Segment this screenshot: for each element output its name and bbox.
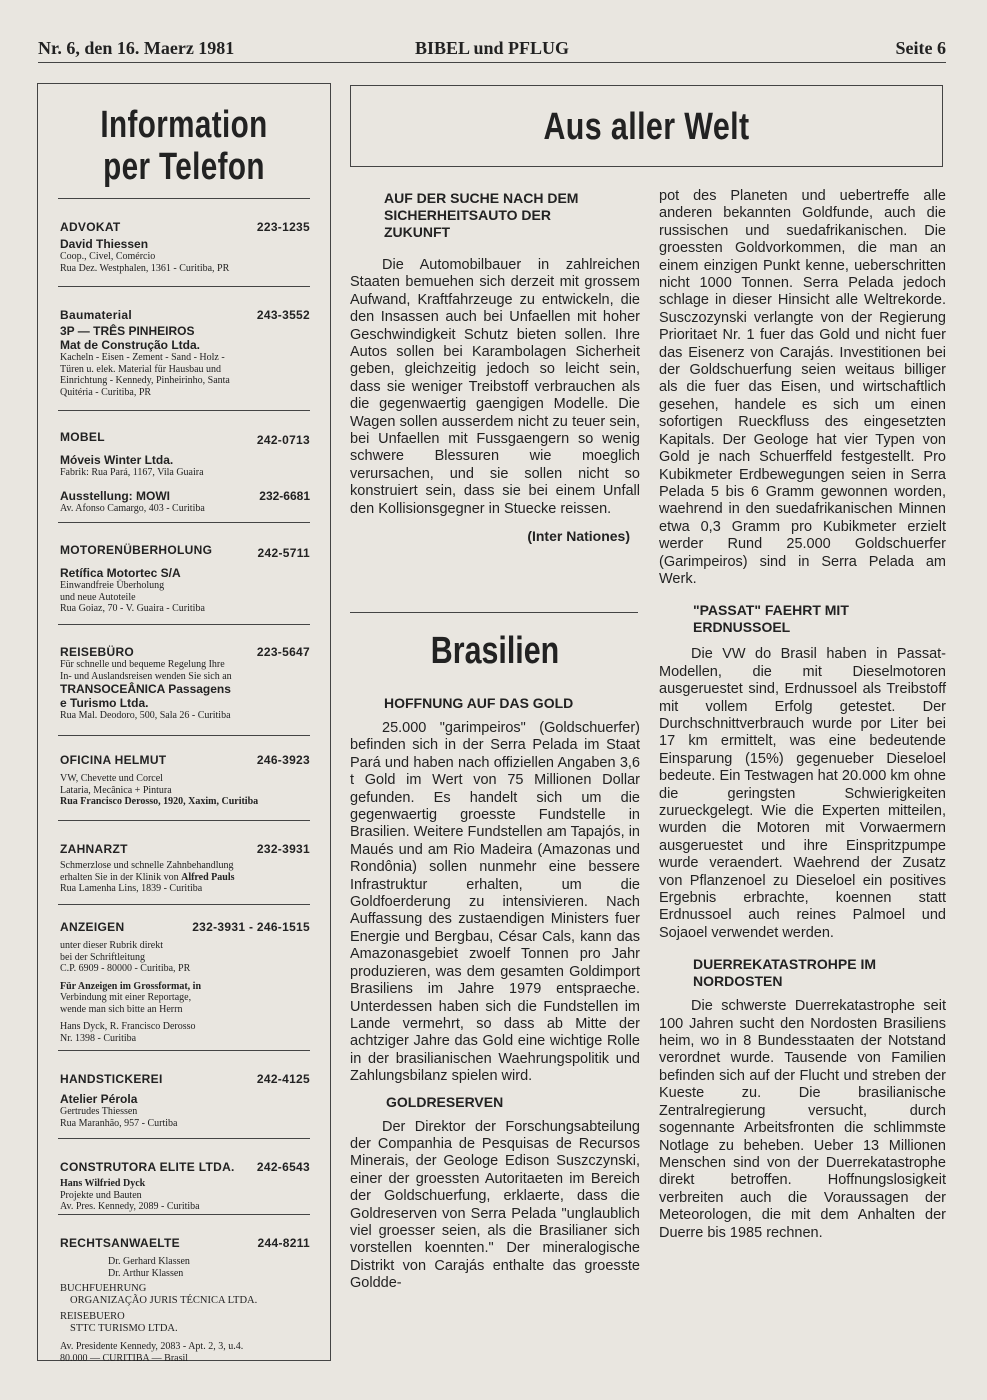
article-body: Die schwerste Duerrekatastrophe seit 100 Jahren sucht den Nordosten Brasiliens heim, wo in 8 Bundesstaaten der Notstand verordnet wurde. Tausende von Familien befinden sich auf der Flucht und streben der Kueste zu. Die brasilianische Zentralregierung versucht, durch sogennante Arbeitsfronten die schlimmste Notlage zu beheben. Ueber 13 Millionen Menschen sind von der Duerrekatastrophe direkt betroffen. Hoffnungslosigkeit verbreiten auch die Voraussagen der Meteorologen, die mit dem Anhalten der Duerre bis 1985 rechnen. bbox=[659, 998, 946, 1241]
issue-date: Nr. 6, den 16. Maerz 1981 bbox=[38, 38, 235, 58]
article-right-column bbox=[659, 188, 946, 1242]
article-headline: DUERREKATASTROHPE IM NORDOSTEN bbox=[693, 956, 877, 990]
entry-baumaterial: Baumaterial 243-3552 3P — TRÊS PINHEIROS Mat de Construção Ltda. Kacheln - Eisen - Zement - Sand - Holz - Türen u. elek. Material für Hausbau und Einrichtung - Kennedy, Pinheirinho, Santa Quitéria - Curitiba, PR bbox=[60, 308, 310, 398]
divider bbox=[58, 735, 310, 736]
entry-handstickerei: HANDSTICKEREI 242-4125 Atelier Pérola Gertrudes Thiessen Rua Maranhão, 957 - Curtiba bbox=[60, 1072, 310, 1129]
masthead bbox=[38, 34, 946, 63]
divider bbox=[58, 1050, 310, 1051]
article-body: Der Direktor der Forschungsabteilung der Companhia de Pesquisas de Recursos Minerais, der Geologe Edison Suszczynski, einer der groessten Autoritaeten im Bereich der Goldschuerfung, erklaerte, dass die Goldreserven von Serra Pelada "unglaublich viel groesser seien, als die Brasilianer sich vorstellen koennten." Der mineralogische Distrikt von Carajás enthalte das groesste Goldde- bbox=[350, 1118, 640, 1292]
divider bbox=[58, 286, 310, 287]
page-number: Seite 6 bbox=[895, 38, 946, 58]
article-gold bbox=[350, 695, 640, 1293]
divider bbox=[58, 904, 310, 905]
paper-name: BIBEL und PFLUG bbox=[414, 38, 570, 58]
divider bbox=[58, 522, 310, 523]
phone-directory bbox=[37, 83, 331, 1364]
article-body: 25.000 "garimpeiros" (Goldschuerfer) befinden sich in der Serra Pelada im Staat Pará und haben nach offiziellen Angaben 3,6 t Gold im Wert von 75 Millionen Dollar gefunden. Es handelt sich um die gegenwaertig groesste Fundstelle in Brasilien. Weitere Fundstellen am Tapajós, in Maués und am Rio Madeira (Amazonas und Rondônia) sollen nunmehr eine bessere Infrastruktur erhalten, um die Goldfoerderung zu intensivieren. Nach Auffassung des zustaendigen Ministers fuer Energie und Bergbau, César Cals, kann das Amazonasgebiet zwoelf Tonnen pro Jahr produzieren, was dem gesamten Goldimport Brasiliens im Jahre 1979 entspraeche. Unterdessen haben sich die Fundstellen im Lande vermehrt, so dass ab Mitte der achtziger Jahre das Gold eine wichtige Rolle in der brasilianischen Waehrungspolitik und Zahlungsbilanz spielen wird. bbox=[350, 720, 640, 1085]
entry-motoren: MOTORENÜBERHOLUNG 242-5711 Retífica Motortec S/A Einwandfreie Überholung und neue Autoteile Rua Goiaz, 70 - V. Guaira - Curitiba bbox=[60, 543, 310, 614]
entry-anzeigen: ANZEIGEN 232-3931 - 246-1515 unter dieser Rubrik direkt bei der Schriftleitung C.P. 6909 - 80000 - Curitiba, PR Für Anzeigen im Grossformat, in Verbindung mit einer Reportage, wende man sich bitte an Herrn Hans Dyck, R. Francisco Derosso Nr. 1398 - Curitiba bbox=[60, 920, 310, 1044]
article-body: Die VW do Brasil haben in Passat-Modellen, die mit Dieselmotoren ausgeruestet sind, Erdnussoel als Treibstoff mit vollem Erfolg getestet. Der Durchschnittverbrauch wurde por Liter bei 17 km ermittelt, was eine bedeutende Einsparung (15%) gegenueber Dieseloel bedeute. Ein Testwagen hat 20.000 km ohne die geringsten Schwierigkeiten zurueckgelegt. Wie die Experten mitteilen, wurden die Motoren mit Vorwaermern ausgeruestet und ihre Einspritzpumpe wurde veraendert. Waehrend der Zusatz von Pflanzenoel zu Dieseloel ein positives Ergebnis erbrachte, koennen statt Erdnussoel auch reines Palmoel und Sojaoel verwendet werden. bbox=[659, 646, 946, 941]
entry-zahnarzt: ZAHNARZT 232-3931 Schmerzlose und schnelle Zahnbehandlung erhalten Sie in der Klinik von Alfred Pauls Rua Lamenha Lins, 1839 - Curitiba bbox=[60, 842, 310, 894]
article-sicherheitsauto bbox=[350, 190, 640, 546]
divider bbox=[350, 612, 638, 613]
entry-mobel: MOBEL 242-0713 Móveis Winter Ltda. Fabrik: Rua Pará, 1167, Vila Guaira Ausstellung: MOWI 232-6681 Av. Afonso Camargo, 403 - Curitiba bbox=[60, 430, 310, 514]
article-headline: GOLDRESERVEN bbox=[386, 1093, 504, 1110]
divider bbox=[58, 624, 310, 625]
entry-reisebuero: REISEBÜRO 223-5647 Für schnelle und bequeme Regelung Ihre In- und Auslandsreisen wenden Sie sich an TRANSOCEÂNICA Passagens e Turismo Ltda. Rua Mal. Deodoro, 500, Sala 26 - Curitiba bbox=[60, 645, 310, 721]
divider bbox=[58, 198, 310, 199]
article-body-continued: pot des Planeten und uebertreffe alle anderen bekannten Goldfunde, auch die russischen und suedafrikanischen. Die groessten Goldvorkommen, die man an einem einzigen Punkt kenne, ueberschritten nicht 1000 Tonnen. Serra Pelada jedoch schlage in dieser Hinsicht alle Weltrekorde. Susczozynski verlangte von der Regierung Prioritaet Nr. 1 fuer das Gold und nicht fuer das Eisenerz von Carajás. Investitionen bei der Goldschuerfung seien weitaus billiger als die fuer das Eisen, und wirtschaftlich gesehen, handele es sich um einen sofortigen Rueckfluss des eingesetzten Kapitals. Der Geologe hat vier Typen von Gold je nach Schuerffeld festgestellt. Pro Kubikmeter Erdbewegungen seien in Serra Pelada 5 bis 6 Gramm gewonnen worden, waehrend in den suedafrikanischen Minnen etwa 0,3 Gramm pro Kubikmeter erzielt werder Rund 25.000 Goldschuerfer (Garimpeiros) sind in Serra Pelada am Werk. bbox=[659, 188, 946, 587]
entry-oficina: OFICINA HELMUT 246-3923 VW, Chevette und Corcel Lataria, Mecânica + Pintura Rua Francisco Derosso, 1920, Xaxim, Curitiba bbox=[60, 753, 310, 807]
article-headline: "PASSAT" FAEHRT MIT ERDNUSSOEL bbox=[693, 602, 849, 636]
entry-construtora: CONSTRUTORA ELITE LTDA. 242-6543 Hans Wilfried Dyck Projekte und Bauten Av. Pres. Kennedy, 2089 - Curitiba bbox=[60, 1160, 310, 1212]
divider bbox=[58, 820, 310, 821]
section-header-box bbox=[350, 85, 943, 167]
brasilien-heading: Brasilien bbox=[430, 630, 560, 672]
directory-title: Information per Telefon bbox=[100, 104, 268, 188]
entry-advokat: ADVOKAT 223-1235 David Thiessen Coop., Civel, Comércio Rua Dez. Westphalen, 1361 - Curitiba, PR bbox=[60, 220, 310, 274]
article-headline: AUF DER SUCHE NACH DEM SICHERHEITSAUTO DER ZUKUNFT bbox=[384, 190, 579, 240]
section-title: Aus aller Welt bbox=[543, 106, 750, 148]
article-source: (Inter Nationes) bbox=[527, 528, 630, 545]
entry-rechtsanwaelte: RECHTSANWAELTE 244-8211 Dr. Gerhard Klassen Dr. Arthur Klassen BUCHFUEHRUNG ORGANIZAÇÃO JURIS TÉCNICA LTDA. REISEBUERO STTC TURISMO LTDA. Av. Presidente Kennedy, 2083 - Apt. 2, 3, u.4. 80.000 — CURITIBA — Brasil bbox=[60, 1236, 310, 1364]
divider bbox=[58, 410, 310, 411]
divider bbox=[58, 1138, 310, 1139]
article-body: Die Automobilbauer in zahlreichen Staaten bemuehen sich derzeit mit grossem Aufwand, Kraftfahrzeuge zu entwickeln, die den Insassen auch bei Unfaellen mit hoher Geschwindigkeit Schutz bieten sollen. Ihre Autos sollen bei Karambolagen Sicherheit geben, gleichzeitig jedoch so leicht sein, dass sie weniger Treibstoff verbrauchen als die gegenwaertig gaengigen Modelle. Die Wagen sollen ausserdem nicht zu teuer sein, bei Unfaellen mit Fussgaengern so wenig schwere Blessuren wie moeglich verursachen, und sie sollen nicht so konstruiert sein, dass sie bei einem Unfall den Kollisionsgegner in Stuecke reissen. bbox=[350, 257, 640, 517]
article-headline: HOFFNUNG AUF DAS GOLD bbox=[384, 695, 574, 711]
divider bbox=[58, 1214, 310, 1215]
